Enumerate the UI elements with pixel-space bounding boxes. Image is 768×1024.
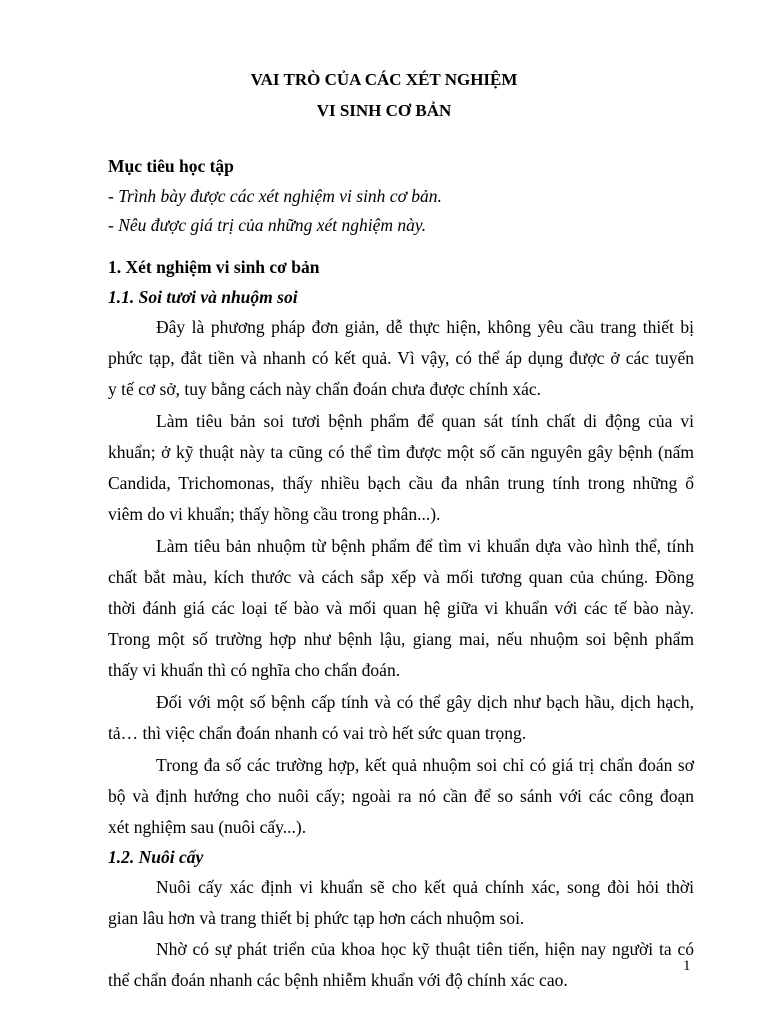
paragraph-line: viêm do vi khuẩn; thấy hồng cầu trong phân...). [108, 504, 441, 524]
section-1-heading: 1. Xét nghiệm vi sinh cơ bản [108, 257, 320, 277]
paragraph-line: Nuôi cấy xác định vi khuẩn sẽ cho kết quả chính xác, song đòi hỏi thời [156, 877, 694, 897]
document-title-line-2: VI SINH CƠ BẢN [316, 101, 452, 120]
paragraph-line: Trong đa số các trường hợp, kết quả nhuộm soi chỉ có giá trị chẩn đoán sơ [156, 755, 694, 775]
paragraph-line: thấy vi khuẩn thì có nghĩa cho chẩn đoán. [108, 660, 401, 680]
paragraph-line: Làm tiêu bản soi tươi bệnh phẩm để quan sát tính chất di động của vi [156, 411, 694, 431]
paragraph-line: tả… thì việc chẩn đoán nhanh có vai trò hết sức quan trọng. [108, 723, 527, 743]
paragraph-line: chất bắt màu, kích thước và cách sắp xếp và mối tương quan của chúng. Đồng [108, 567, 694, 587]
paragraph-line: bộ và định hướng cho nuôi cấy; ngoài ra nó cần để so sánh với các công đoạn [108, 786, 694, 806]
paragraph-line: thời đánh giá các loại tế bào và mối quan hệ giữa vi khuẩn với các tế bào này. [108, 598, 694, 618]
paragraph-line: xét nghiệm sau (nuôi cấy...). [108, 817, 307, 837]
paragraph-line: Candida, Trichomonas, thấy nhiều bạch cầu đa nhân trung tính trong những ổ [108, 473, 694, 493]
objective-item: - Nêu được giá trị của những xét nghiệm này. [108, 215, 427, 235]
objective-item: - Trình bày được các xét nghiệm vi sinh cơ bản. [108, 186, 442, 206]
section-1-1-heading: 1.1. Soi tươi và nhuộm soi [108, 287, 298, 307]
objectives-heading: Mục tiêu học tập [108, 156, 234, 176]
paragraph-line: Trong một số trường hợp như bệnh lậu, giang mai, nếu nhuộm soi bệnh phẩm [108, 629, 694, 649]
paragraph-line: thể chẩn đoán nhanh các bệnh nhiễm khuẩn với độ chính xác cao. [108, 970, 568, 990]
paragraph-line: Đối với một số bệnh cấp tính và có thể gây dịch như bạch hầu, dịch hạch, [156, 692, 694, 712]
paragraph-line: khuẩn; ở kỹ thuật này ta cũng có thể tìm được một số căn nguyên gây bệnh (nấm [108, 442, 694, 462]
paragraph-line: gian lâu hơn và trang thiết bị phức tạp hơn cách nhuộm soi. [108, 908, 525, 928]
paragraph-line: Đây là phương pháp đơn giản, dễ thực hiện, không yêu cầu trang thiết bị [156, 317, 694, 337]
paragraph-line: Nhờ có sự phát triển của khoa học kỹ thuật tiên tiến, hiện nay người ta có [156, 939, 694, 959]
paragraph-line: Làm tiêu bản nhuộm từ bệnh phẩm để tìm vi khuẩn dựa vào hình thể, tính [156, 536, 694, 556]
paragraph-line: y tế cơ sở, tuy bằng cách này chẩn đoán chưa được chính xác. [108, 379, 542, 399]
document-title-line-1: VAI TRÒ CỦA CÁC XÉT NGHIỆM [250, 70, 518, 89]
section-1-2-heading: 1.2. Nuôi cấy [108, 847, 204, 867]
page-number: 1 [683, 958, 691, 974]
paragraph-line: phức tạp, đắt tiền và nhanh có kết quả. Vì vậy, có thể áp dụng được ở các tuyến [108, 348, 694, 368]
